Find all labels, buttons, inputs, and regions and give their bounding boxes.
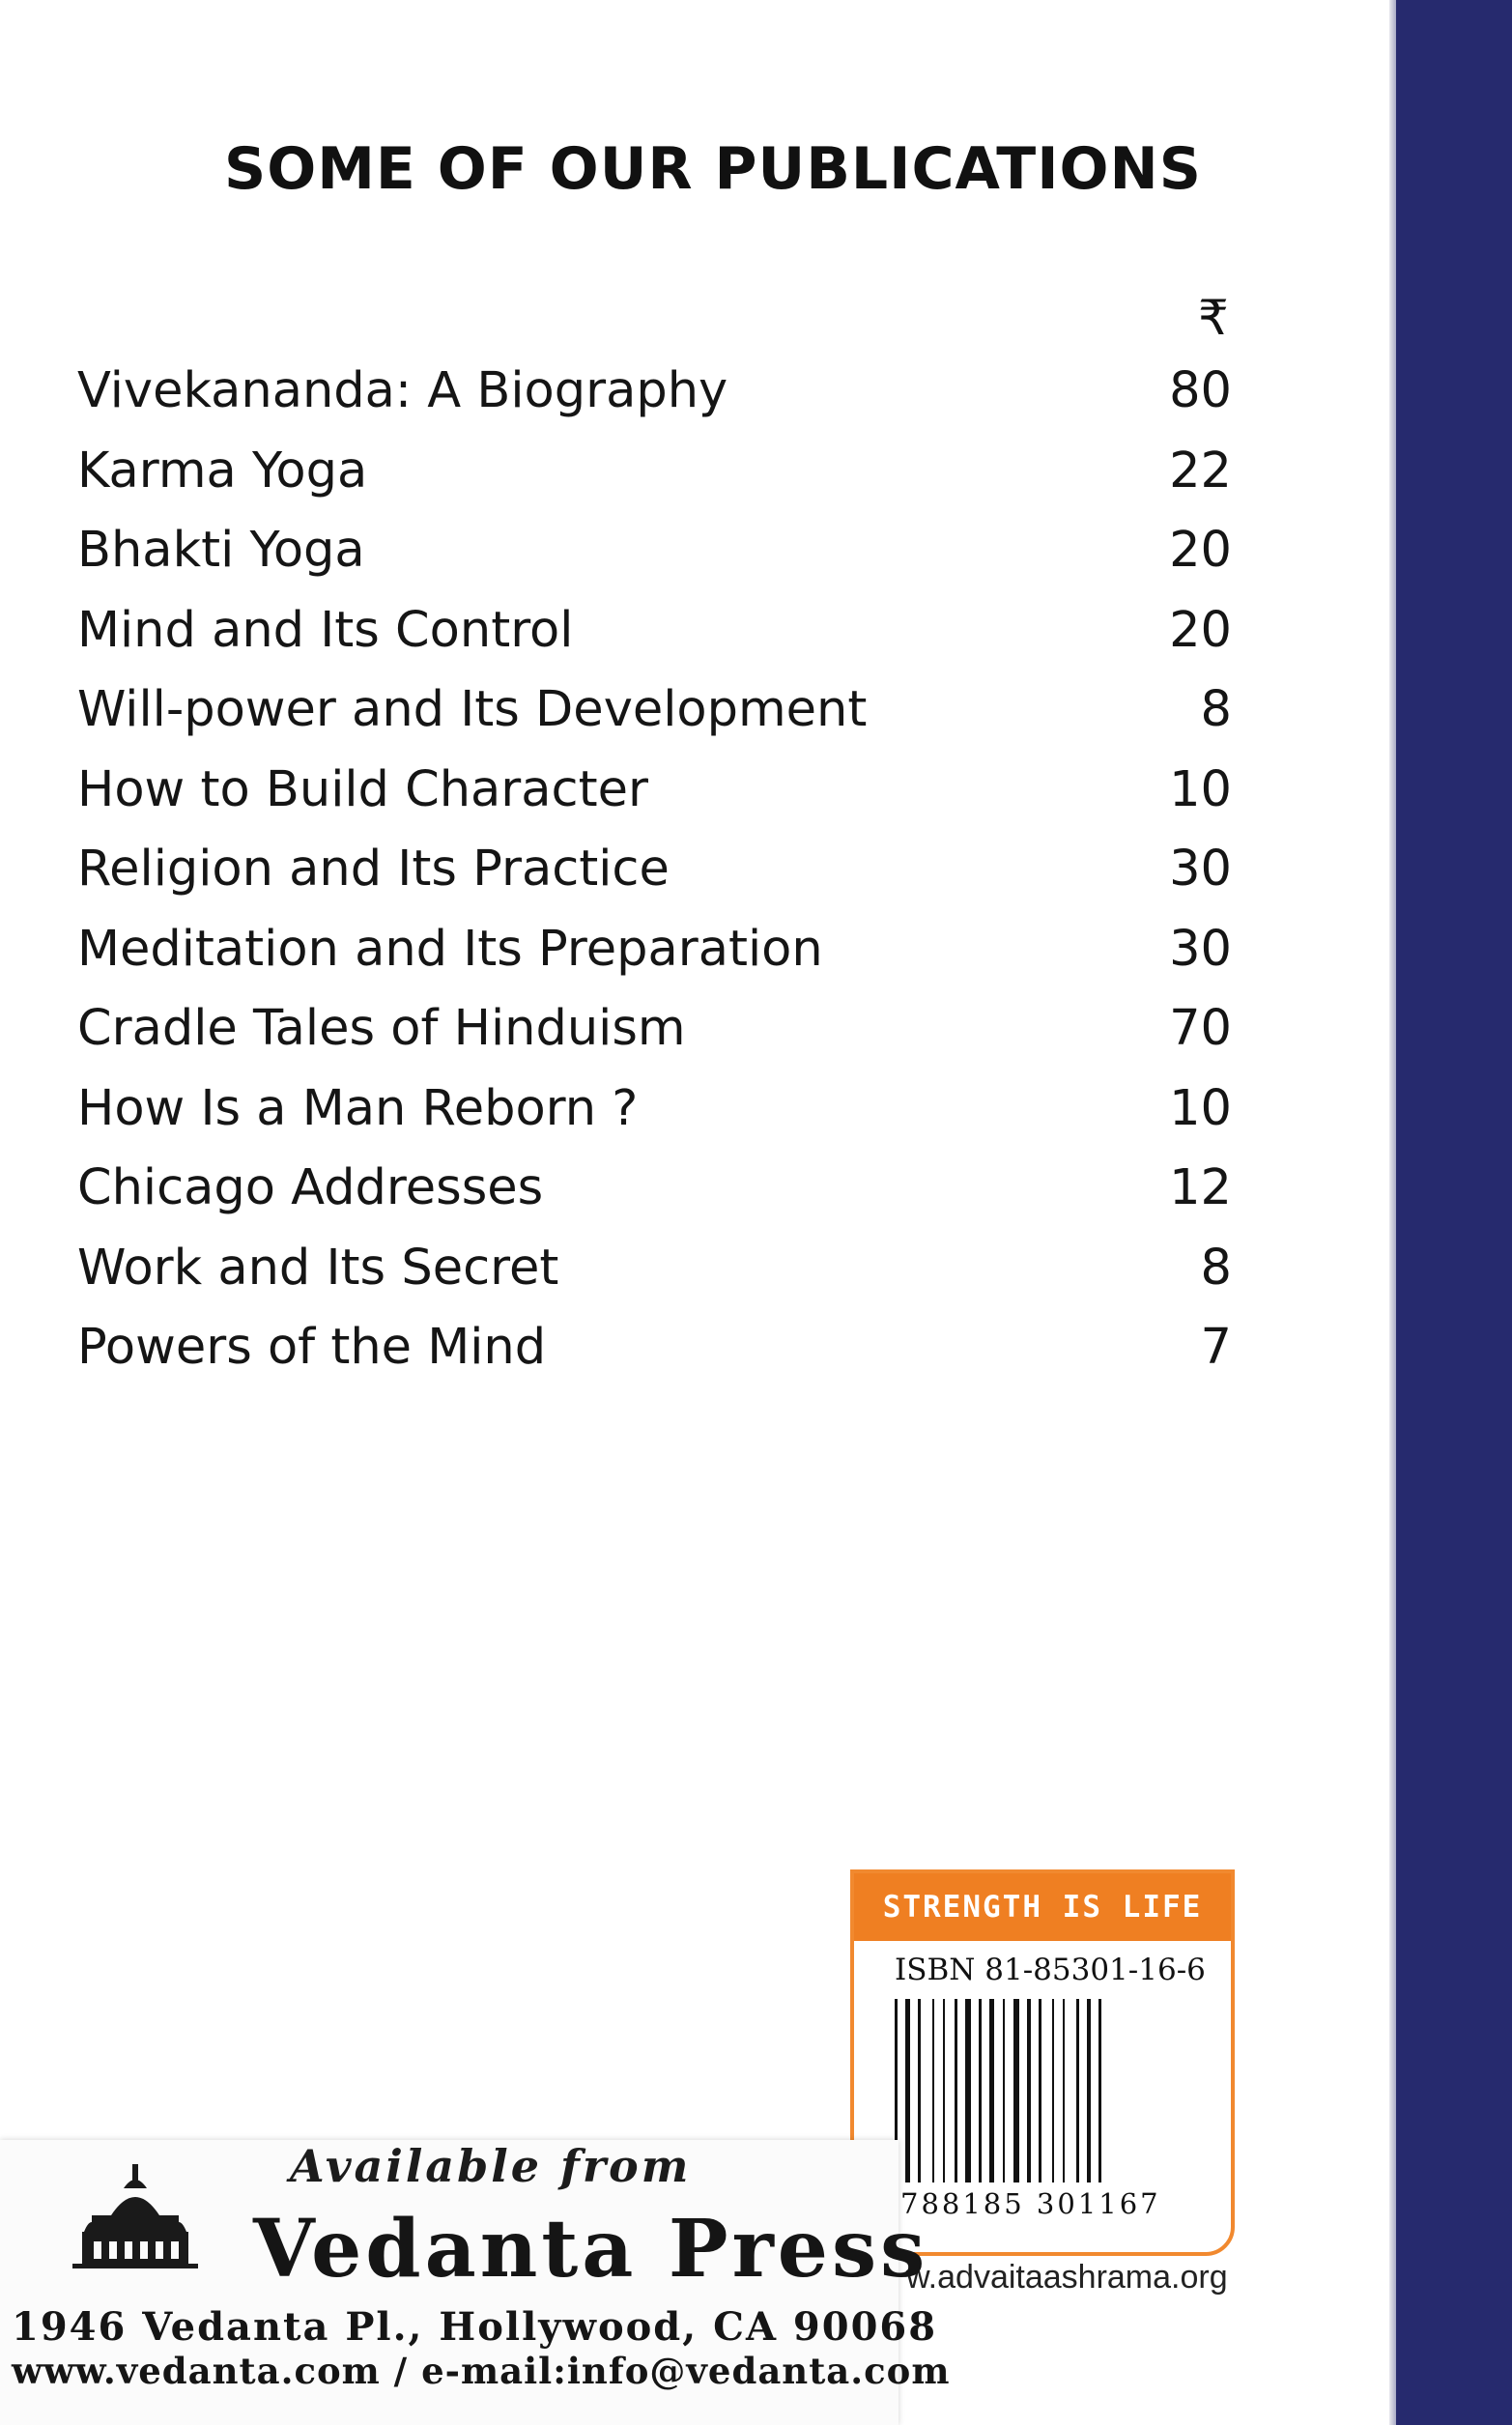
- barcode-bar: [918, 1999, 921, 2182]
- sticker-tagline: STRENGTH IS LIFE: [854, 1873, 1231, 1941]
- publication-price: 7: [1200, 1319, 1232, 1376]
- publication-row: [77, 1080, 1232, 1160]
- barcode-bar: [1087, 1999, 1091, 2182]
- publication-price: 8: [1200, 1239, 1232, 1297]
- temple-logo-icon: [63, 2159, 208, 2275]
- publication-row: [77, 442, 1232, 523]
- publication-title: Will-power and Its Development: [77, 681, 868, 738]
- publication-title: Vivekananda: A Biography: [77, 362, 728, 419]
- barcode-bar: [955, 1999, 957, 2182]
- barcode-bar: [989, 1999, 994, 2182]
- publication-title: Bhakti Yoga: [77, 522, 365, 579]
- barcode-bar: [1003, 1999, 1005, 2182]
- publication-row: [77, 921, 1232, 1001]
- barcode-bar: [1063, 1999, 1065, 2182]
- barcode-bar: [932, 1999, 934, 2182]
- publication-title: Chicago Addresses: [77, 1159, 544, 1216]
- isbn-sticker: [850, 1869, 1235, 2256]
- publication-list: [77, 362, 1232, 1399]
- publication-row: [77, 1240, 1232, 1320]
- barcode-bar: [1076, 1999, 1079, 2182]
- publication-row: [77, 362, 1232, 442]
- publication-price: 12: [1169, 1159, 1232, 1216]
- publication-price: 70: [1169, 1000, 1232, 1057]
- publication-title: Work and Its Secret: [77, 1239, 559, 1297]
- publication-title: Religion and Its Practice: [77, 841, 670, 898]
- barcode-image: [895, 1999, 1194, 2182]
- publisher-web-email: www.vedanta.com / e-mail:info@vedanta.com: [12, 2350, 951, 2392]
- publication-row: [77, 1319, 1232, 1399]
- barcode-bar: [905, 1999, 910, 2182]
- barcode-bar: [1052, 1999, 1054, 2182]
- publication-price: 8: [1200, 681, 1232, 738]
- publication-price: 22: [1169, 442, 1232, 499]
- barcode-bar: [1027, 1999, 1031, 2182]
- publication-title: How to Build Character: [77, 760, 648, 818]
- publication-row: [77, 841, 1232, 921]
- website-text: w.advaitaashrama.org: [906, 2259, 1228, 2296]
- publication-price: 20: [1169, 522, 1232, 579]
- publisher-address: 1946 Vedanta Pl., Hollywood, CA 90068: [12, 2304, 938, 2350]
- barcode-bar: [979, 1999, 982, 2182]
- publication-price: 10: [1169, 1079, 1232, 1137]
- publication-title: Mind and Its Control: [77, 601, 574, 659]
- page-heading: SOME OF OUR PUBLICATIONS: [224, 135, 1202, 203]
- publication-price: 10: [1169, 760, 1232, 818]
- isbn-number: ISBN 81-85301-16-6: [895, 1953, 1206, 1987]
- barcode-digits: 788185 301167: [900, 2187, 1161, 2220]
- publication-row: [77, 1000, 1232, 1080]
- publication-row: [77, 1159, 1232, 1240]
- available-from-text: Available from: [290, 2140, 692, 2192]
- barcode-bar: [1013, 1999, 1019, 2182]
- publication-title: How Is a Man Reborn ?: [77, 1079, 639, 1137]
- publication-price: 30: [1169, 841, 1232, 898]
- barcode-bar: [965, 1999, 971, 2182]
- publication-title: Powers of the Mind: [77, 1319, 547, 1376]
- currency-symbol: ₹: [1198, 290, 1229, 346]
- publication-row: [77, 681, 1232, 761]
- barcode-bar: [1098, 1999, 1101, 2182]
- publication-title: Cradle Tales of Hinduism: [77, 1000, 686, 1057]
- publication-price: 20: [1169, 601, 1232, 659]
- barcode-bar: [1039, 1999, 1041, 2182]
- publication-row: [77, 602, 1232, 682]
- publisher-name: Vedanta Press: [253, 2203, 929, 2296]
- publication-row: [77, 761, 1232, 842]
- barcode-bar: [943, 1999, 945, 2182]
- book-spine: [1396, 0, 1512, 2425]
- publication-title: Meditation and Its Preparation: [77, 920, 823, 978]
- publication-price: 30: [1169, 920, 1232, 978]
- publication-price: 80: [1169, 362, 1232, 419]
- publication-row: [77, 522, 1232, 602]
- publication-title: Karma Yoga: [77, 442, 368, 499]
